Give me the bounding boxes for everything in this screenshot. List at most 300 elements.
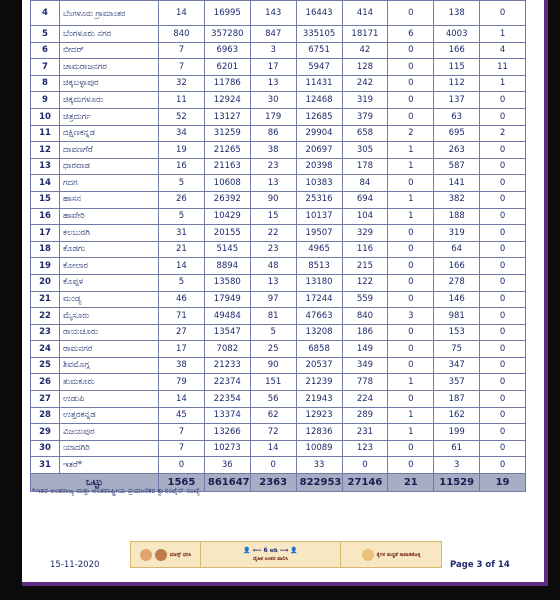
cell-c7: 138 bbox=[434, 1, 480, 26]
total-c8: 19 bbox=[480, 474, 526, 492]
row-number: 22 bbox=[31, 308, 60, 325]
table-row bbox=[31, 274, 526, 291]
cell-c5: 379 bbox=[342, 108, 388, 125]
cell-c2: 12924 bbox=[204, 92, 250, 109]
cell-c7: 587 bbox=[434, 158, 480, 175]
table-row bbox=[31, 59, 526, 76]
face-mask-icon bbox=[140, 549, 152, 561]
table-row bbox=[31, 440, 526, 457]
cell-c6: 0 bbox=[388, 341, 434, 358]
district-name: ಗದಗ bbox=[60, 175, 159, 192]
total-label: ಒಟ್ಟು bbox=[31, 474, 159, 492]
cell-c5: 0 bbox=[342, 457, 388, 474]
wash-segment bbox=[341, 542, 441, 567]
row-number: 31 bbox=[31, 457, 60, 474]
cell-c2: 22374 bbox=[204, 374, 250, 391]
table-row bbox=[31, 324, 526, 341]
cell-c5: 104 bbox=[342, 208, 388, 225]
cell-c8: 0 bbox=[480, 258, 526, 275]
cell-c2: 7082 bbox=[204, 341, 250, 358]
cell-c8: 0 bbox=[480, 241, 526, 258]
district-name: ಯಾದಗಿರಿ bbox=[60, 440, 159, 457]
cell-c8: 0 bbox=[480, 225, 526, 242]
table-row bbox=[31, 258, 526, 275]
hand-wash-icon bbox=[362, 549, 374, 561]
table-row bbox=[31, 357, 526, 374]
cell-c6: 0 bbox=[388, 92, 434, 109]
cell-c2: 22354 bbox=[204, 391, 250, 408]
cell-c6: 1 bbox=[388, 158, 434, 175]
cell-c8: 0 bbox=[480, 142, 526, 159]
cell-c6: 6 bbox=[388, 26, 434, 43]
row-number: 20 bbox=[31, 274, 60, 291]
cell-c2: 13580 bbox=[204, 274, 250, 291]
row-number: 16 bbox=[31, 208, 60, 225]
cell-c4: 16443 bbox=[296, 1, 342, 26]
cell-c1: 14 bbox=[159, 258, 205, 275]
cell-c7: 141 bbox=[434, 175, 480, 192]
cell-c1: 5 bbox=[159, 175, 205, 192]
cell-c1: 14 bbox=[159, 391, 205, 408]
cell-c6: 1 bbox=[388, 424, 434, 441]
cell-c4: 11431 bbox=[296, 75, 342, 92]
cell-c8: 0 bbox=[480, 324, 526, 341]
district-name: ರಾಮನಗರ bbox=[60, 341, 159, 358]
cell-c8: 0 bbox=[480, 308, 526, 325]
district-name: ಉತ್ತರಕನ್ನಡ bbox=[60, 407, 159, 424]
cell-c5: 186 bbox=[342, 324, 388, 341]
cell-c6: 0 bbox=[388, 457, 434, 474]
cell-c2: 20155 bbox=[204, 225, 250, 242]
cell-c8: 0 bbox=[480, 374, 526, 391]
cell-c4: 6751 bbox=[296, 42, 342, 59]
cell-c8: 0 bbox=[480, 291, 526, 308]
cell-c2: 16995 bbox=[204, 1, 250, 26]
cell-c5: 329 bbox=[342, 225, 388, 242]
table-body bbox=[31, 1, 526, 492]
cell-c6: 0 bbox=[388, 258, 434, 275]
district-name: ಉಡುಪಿ bbox=[60, 391, 159, 408]
cell-c3: 22 bbox=[250, 225, 296, 242]
district-name: ಚಿಕ್ಕಮಗಳೂರು bbox=[60, 92, 159, 109]
cell-c8: 0 bbox=[480, 391, 526, 408]
table-row bbox=[31, 26, 526, 43]
cell-c4: 25316 bbox=[296, 191, 342, 208]
row-number: 26 bbox=[31, 374, 60, 391]
cell-c6: 0 bbox=[388, 291, 434, 308]
district-name: ರಾಯಚೂರು bbox=[60, 324, 159, 341]
cell-c4: 10137 bbox=[296, 208, 342, 225]
district-name: ದಕ್ಷಿಣಕನ್ನಡ bbox=[60, 125, 159, 142]
cell-c2: 6963 bbox=[204, 42, 250, 59]
row-number: 17 bbox=[31, 225, 60, 242]
cell-c7: 63 bbox=[434, 108, 480, 125]
cell-c4: 13180 bbox=[296, 274, 342, 291]
distance-text: 6 ಅಡಿ bbox=[263, 547, 278, 554]
cell-c1: 21 bbox=[159, 241, 205, 258]
district-name: ಮೈಸೂರು bbox=[60, 308, 159, 325]
total-c4: 822953 bbox=[296, 474, 342, 492]
district-name: ಕೊಪ್ಪಳ bbox=[60, 274, 159, 291]
cell-c1: 5 bbox=[159, 274, 205, 291]
page-number: Page 3 of 14 bbox=[450, 560, 510, 570]
total-c6: 21 bbox=[388, 474, 434, 492]
cell-c3: 14 bbox=[250, 440, 296, 457]
table-row bbox=[31, 92, 526, 109]
cell-c4: 12923 bbox=[296, 407, 342, 424]
table-row bbox=[31, 175, 526, 192]
cell-c5: 319 bbox=[342, 92, 388, 109]
cell-c3: 151 bbox=[250, 374, 296, 391]
cell-c1: 71 bbox=[159, 308, 205, 325]
cell-c6: 0 bbox=[388, 324, 434, 341]
cell-c6: 0 bbox=[388, 274, 434, 291]
cell-c4: 8513 bbox=[296, 258, 342, 275]
cell-c2: 13127 bbox=[204, 108, 250, 125]
cell-c5: 840 bbox=[342, 308, 388, 325]
cell-c3: 5 bbox=[250, 324, 296, 341]
cell-c6: 0 bbox=[388, 59, 434, 76]
cell-c6: 0 bbox=[388, 225, 434, 242]
cell-c1: 45 bbox=[159, 407, 205, 424]
cell-c3: 81 bbox=[250, 308, 296, 325]
table-row bbox=[31, 291, 526, 308]
total-c5: 27146 bbox=[342, 474, 388, 492]
table-row bbox=[31, 158, 526, 175]
cell-c1: 7 bbox=[159, 440, 205, 457]
cell-c5: 122 bbox=[342, 274, 388, 291]
cell-c1: 31 bbox=[159, 225, 205, 242]
cell-c6: 0 bbox=[388, 108, 434, 125]
cell-c4: 19507 bbox=[296, 225, 342, 242]
row-number: 21 bbox=[31, 291, 60, 308]
cell-c2: 6201 bbox=[204, 59, 250, 76]
cell-c5: 123 bbox=[342, 440, 388, 457]
cell-c1: 46 bbox=[159, 291, 205, 308]
cell-c7: 162 bbox=[434, 407, 480, 424]
cell-c5: 658 bbox=[342, 125, 388, 142]
cell-c7: 166 bbox=[434, 42, 480, 59]
table-row bbox=[31, 457, 526, 474]
cell-c7: 3 bbox=[434, 457, 480, 474]
cell-c1: 11 bbox=[159, 92, 205, 109]
cell-c4: 10383 bbox=[296, 175, 342, 192]
table-row bbox=[31, 191, 526, 208]
row-number: 18 bbox=[31, 241, 60, 258]
cell-c2: 357280 bbox=[204, 26, 250, 43]
table-row bbox=[31, 308, 526, 325]
cell-c4: 10089 bbox=[296, 440, 342, 457]
cell-c3: 86 bbox=[250, 125, 296, 142]
table-row bbox=[31, 208, 526, 225]
row-number: 15 bbox=[31, 191, 60, 208]
cell-c5: 84 bbox=[342, 175, 388, 192]
row-number: 13 bbox=[31, 158, 60, 175]
cell-c8: 4 bbox=[480, 42, 526, 59]
cell-c6: 2 bbox=[388, 125, 434, 142]
cell-c8: 0 bbox=[480, 208, 526, 225]
cell-c8: 0 bbox=[480, 457, 526, 474]
row-number: 11 bbox=[31, 125, 60, 142]
cell-c2: 13547 bbox=[204, 324, 250, 341]
cell-c7: 695 bbox=[434, 125, 480, 142]
report-date: 15-11-2020 bbox=[50, 560, 100, 570]
cell-c7: 137 bbox=[434, 92, 480, 109]
cell-c2: 5145 bbox=[204, 241, 250, 258]
cell-c8: 0 bbox=[480, 158, 526, 175]
row-number: 24 bbox=[31, 341, 60, 358]
cell-c5: 414 bbox=[342, 1, 388, 26]
cell-c4: 13208 bbox=[296, 324, 342, 341]
cell-c5: 215 bbox=[342, 258, 388, 275]
cell-c1: 7 bbox=[159, 59, 205, 76]
cell-c7: 115 bbox=[434, 59, 480, 76]
cell-c8: 0 bbox=[480, 440, 526, 457]
row-number: 6 bbox=[31, 42, 60, 59]
table-row bbox=[31, 1, 526, 26]
cell-c1: 79 bbox=[159, 374, 205, 391]
cell-c7: 4003 bbox=[434, 26, 480, 43]
cell-c6: 1 bbox=[388, 208, 434, 225]
cell-c6: 0 bbox=[388, 357, 434, 374]
cell-c7: 61 bbox=[434, 440, 480, 457]
row-number: 28 bbox=[31, 407, 60, 424]
row-number: 23 bbox=[31, 324, 60, 341]
distance-sub: ದೈಹಿಕ ಅಂತರ ಪಾಲಿಸಿ bbox=[252, 556, 289, 562]
cell-c5: 349 bbox=[342, 357, 388, 374]
cell-c2: 10608 bbox=[204, 175, 250, 192]
cell-c2: 49484 bbox=[204, 308, 250, 325]
cell-c5: 289 bbox=[342, 407, 388, 424]
district-name: ಕೋಲಾರ bbox=[60, 258, 159, 275]
table-row bbox=[31, 407, 526, 424]
cell-c2: 21265 bbox=[204, 142, 250, 159]
table-row bbox=[31, 225, 526, 242]
cell-c1: 26 bbox=[159, 191, 205, 208]
cell-c8: 0 bbox=[480, 407, 526, 424]
cell-c5: 559 bbox=[342, 291, 388, 308]
cell-c2: 10429 bbox=[204, 208, 250, 225]
cell-c3: 38 bbox=[250, 142, 296, 159]
cell-c7: 112 bbox=[434, 75, 480, 92]
cell-c5: 231 bbox=[342, 424, 388, 441]
cell-c3: 847 bbox=[250, 26, 296, 43]
district-name: ಚಾಮರಾಜನಗರ bbox=[60, 59, 159, 76]
cell-c4: 20398 bbox=[296, 158, 342, 175]
cell-c7: 981 bbox=[434, 308, 480, 325]
cell-c8: 11 bbox=[480, 59, 526, 76]
row-number: 19 bbox=[31, 258, 60, 275]
cell-c1: 52 bbox=[159, 108, 205, 125]
cell-c7: 199 bbox=[434, 424, 480, 441]
cell-c6: 0 bbox=[388, 241, 434, 258]
row-number: 4 bbox=[31, 1, 60, 26]
row-number: 30 bbox=[31, 440, 60, 457]
cell-c8: 0 bbox=[480, 357, 526, 374]
cell-c5: 305 bbox=[342, 142, 388, 159]
cell-c4: 5947 bbox=[296, 59, 342, 76]
table-row bbox=[31, 424, 526, 441]
cell-c4: 12836 bbox=[296, 424, 342, 441]
cell-c8: 1 bbox=[480, 75, 526, 92]
cell-c1: 7 bbox=[159, 42, 205, 59]
total-c7: 11529 bbox=[434, 474, 480, 492]
cell-c6: 0 bbox=[388, 440, 434, 457]
row-number: 29 bbox=[31, 424, 60, 441]
cell-c1: 34 bbox=[159, 125, 205, 142]
cell-c8: 0 bbox=[480, 92, 526, 109]
report-page bbox=[22, 0, 548, 586]
cell-c8: 0 bbox=[480, 191, 526, 208]
cell-c6: 0 bbox=[388, 42, 434, 59]
cell-c4: 33 bbox=[296, 457, 342, 474]
cell-c2: 11786 bbox=[204, 75, 250, 92]
cell-c7: 188 bbox=[434, 208, 480, 225]
cell-c7: 64 bbox=[434, 241, 480, 258]
table-row bbox=[31, 108, 526, 125]
cell-c5: 694 bbox=[342, 191, 388, 208]
cell-c1: 17 bbox=[159, 341, 205, 358]
cell-c2: 13266 bbox=[204, 424, 250, 441]
cell-c3: 23 bbox=[250, 158, 296, 175]
cell-c3: 143 bbox=[250, 1, 296, 26]
cell-c1: 0 bbox=[159, 457, 205, 474]
cell-c7: 382 bbox=[434, 191, 480, 208]
cell-c8: 0 bbox=[480, 341, 526, 358]
cell-c6: 1 bbox=[388, 407, 434, 424]
cell-c1: 27 bbox=[159, 324, 205, 341]
cell-c1: 7 bbox=[159, 424, 205, 441]
district-table bbox=[30, 0, 526, 492]
district-name: ಧಾರವಾಡ bbox=[60, 158, 159, 175]
cell-c6: 3 bbox=[388, 308, 434, 325]
cell-c1: 19 bbox=[159, 142, 205, 159]
cell-c4: 21239 bbox=[296, 374, 342, 391]
cell-c4: 21943 bbox=[296, 391, 342, 408]
mask-segment bbox=[131, 542, 201, 567]
cell-c1: 14 bbox=[159, 1, 205, 26]
table-row bbox=[31, 391, 526, 408]
district-name: ಹಾವೇರಿ bbox=[60, 208, 159, 225]
footnote: *ಇತರ ಅಂತರಾಜ್ಯ ಮತ್ತು ಅಂತರಾಷ್ಟ್ರೀಯ ಪ್ರಯಾಣಿಕರ ಕ್ವಾರಂಟೈನ್ ಸಂಖ್ಯೆ bbox=[32, 486, 200, 495]
cell-c4: 6858 bbox=[296, 341, 342, 358]
cell-c1: 5 bbox=[159, 208, 205, 225]
cell-c5: 242 bbox=[342, 75, 388, 92]
cell-c4: 17244 bbox=[296, 291, 342, 308]
row-number: 12 bbox=[31, 142, 60, 159]
cell-c4: 4965 bbox=[296, 241, 342, 258]
distance-segment bbox=[201, 542, 341, 567]
cell-c7: 153 bbox=[434, 324, 480, 341]
cell-c6: 1 bbox=[388, 374, 434, 391]
cell-c4: 335105 bbox=[296, 26, 342, 43]
table-row bbox=[31, 341, 526, 358]
cell-c3: 17 bbox=[250, 59, 296, 76]
district-name: ಬೆಂಗಳೂರು ಗ್ರಾಮಾಂತರ bbox=[60, 1, 159, 26]
cell-c5: 42 bbox=[342, 42, 388, 59]
safety-banner bbox=[130, 541, 442, 568]
cell-c6: 0 bbox=[388, 75, 434, 92]
cell-c1: 38 bbox=[159, 357, 205, 374]
district-name: ಚಿತ್ರದುರ್ಗ bbox=[60, 108, 159, 125]
district-name: ಚಿಕ್ಕಬಳ್ಳಾಪುರ bbox=[60, 75, 159, 92]
table-row bbox=[31, 241, 526, 258]
row-number: 5 bbox=[31, 26, 60, 43]
cell-c8: 0 bbox=[480, 108, 526, 125]
cell-c5: 128 bbox=[342, 59, 388, 76]
district-name: ತುಮಕೂರು bbox=[60, 374, 159, 391]
cell-c5: 18171 bbox=[342, 26, 388, 43]
cell-c6: 0 bbox=[388, 391, 434, 408]
table-row bbox=[31, 125, 526, 142]
cell-c3: 0 bbox=[250, 457, 296, 474]
cell-c5: 178 bbox=[342, 158, 388, 175]
cell-c3: 72 bbox=[250, 424, 296, 441]
table-row bbox=[31, 42, 526, 59]
total-c1: 1565 bbox=[159, 474, 205, 492]
cell-c4: 12468 bbox=[296, 92, 342, 109]
cell-c6: 1 bbox=[388, 191, 434, 208]
cell-c7: 278 bbox=[434, 274, 480, 291]
cell-c3: 15 bbox=[250, 208, 296, 225]
face-mask-icon-2 bbox=[155, 549, 167, 561]
cell-c2: 17949 bbox=[204, 291, 250, 308]
cell-c7: 263 bbox=[434, 142, 480, 159]
table-row bbox=[31, 142, 526, 159]
district-name: ಬೆಂಗಳೂರು ನಗರ bbox=[60, 26, 159, 43]
cell-c1: 840 bbox=[159, 26, 205, 43]
cell-c7: 166 bbox=[434, 258, 480, 275]
cell-c3: 56 bbox=[250, 391, 296, 408]
district-name: ಹಾಸನ bbox=[60, 191, 159, 208]
district-name: ಬೀದರ್ bbox=[60, 42, 159, 59]
mask-text: ಮಾಸ್ಕ್ ಧರಿಸಿ bbox=[169, 551, 192, 558]
cell-c3: 30 bbox=[250, 92, 296, 109]
total-c3: 2363 bbox=[250, 474, 296, 492]
district-name: ಮಂಡ್ಯ bbox=[60, 291, 159, 308]
cell-c3: 13 bbox=[250, 274, 296, 291]
row-number: 25 bbox=[31, 357, 60, 374]
cell-c3: 62 bbox=[250, 407, 296, 424]
cell-c6: 1 bbox=[388, 142, 434, 159]
cell-c3: 25 bbox=[250, 341, 296, 358]
cell-c7: 187 bbox=[434, 391, 480, 408]
cell-c2: 36 bbox=[204, 457, 250, 474]
row-number: 10 bbox=[31, 108, 60, 125]
cell-c7: 347 bbox=[434, 357, 480, 374]
district-name: ಶಿವಮೊಗ್ಗ bbox=[60, 357, 159, 374]
table-row bbox=[31, 75, 526, 92]
district-name: ವಿಜಯಪುರ bbox=[60, 424, 159, 441]
cell-c8: 0 bbox=[480, 424, 526, 441]
cell-c3: 90 bbox=[250, 357, 296, 374]
cell-c2: 21233 bbox=[204, 357, 250, 374]
cell-c2: 8894 bbox=[204, 258, 250, 275]
total-c2: 861647 bbox=[204, 474, 250, 492]
cell-c3: 90 bbox=[250, 191, 296, 208]
cell-c1: 32 bbox=[159, 75, 205, 92]
cell-c5: 224 bbox=[342, 391, 388, 408]
cell-c5: 116 bbox=[342, 241, 388, 258]
cell-c8: 0 bbox=[480, 1, 526, 26]
table-row bbox=[31, 374, 526, 391]
cell-c2: 13374 bbox=[204, 407, 250, 424]
cell-c4: 20697 bbox=[296, 142, 342, 159]
cell-c6: 0 bbox=[388, 175, 434, 192]
district-name: ಇತರೆ* bbox=[60, 457, 159, 474]
cell-c2: 21163 bbox=[204, 158, 250, 175]
cell-c8: 0 bbox=[480, 175, 526, 192]
